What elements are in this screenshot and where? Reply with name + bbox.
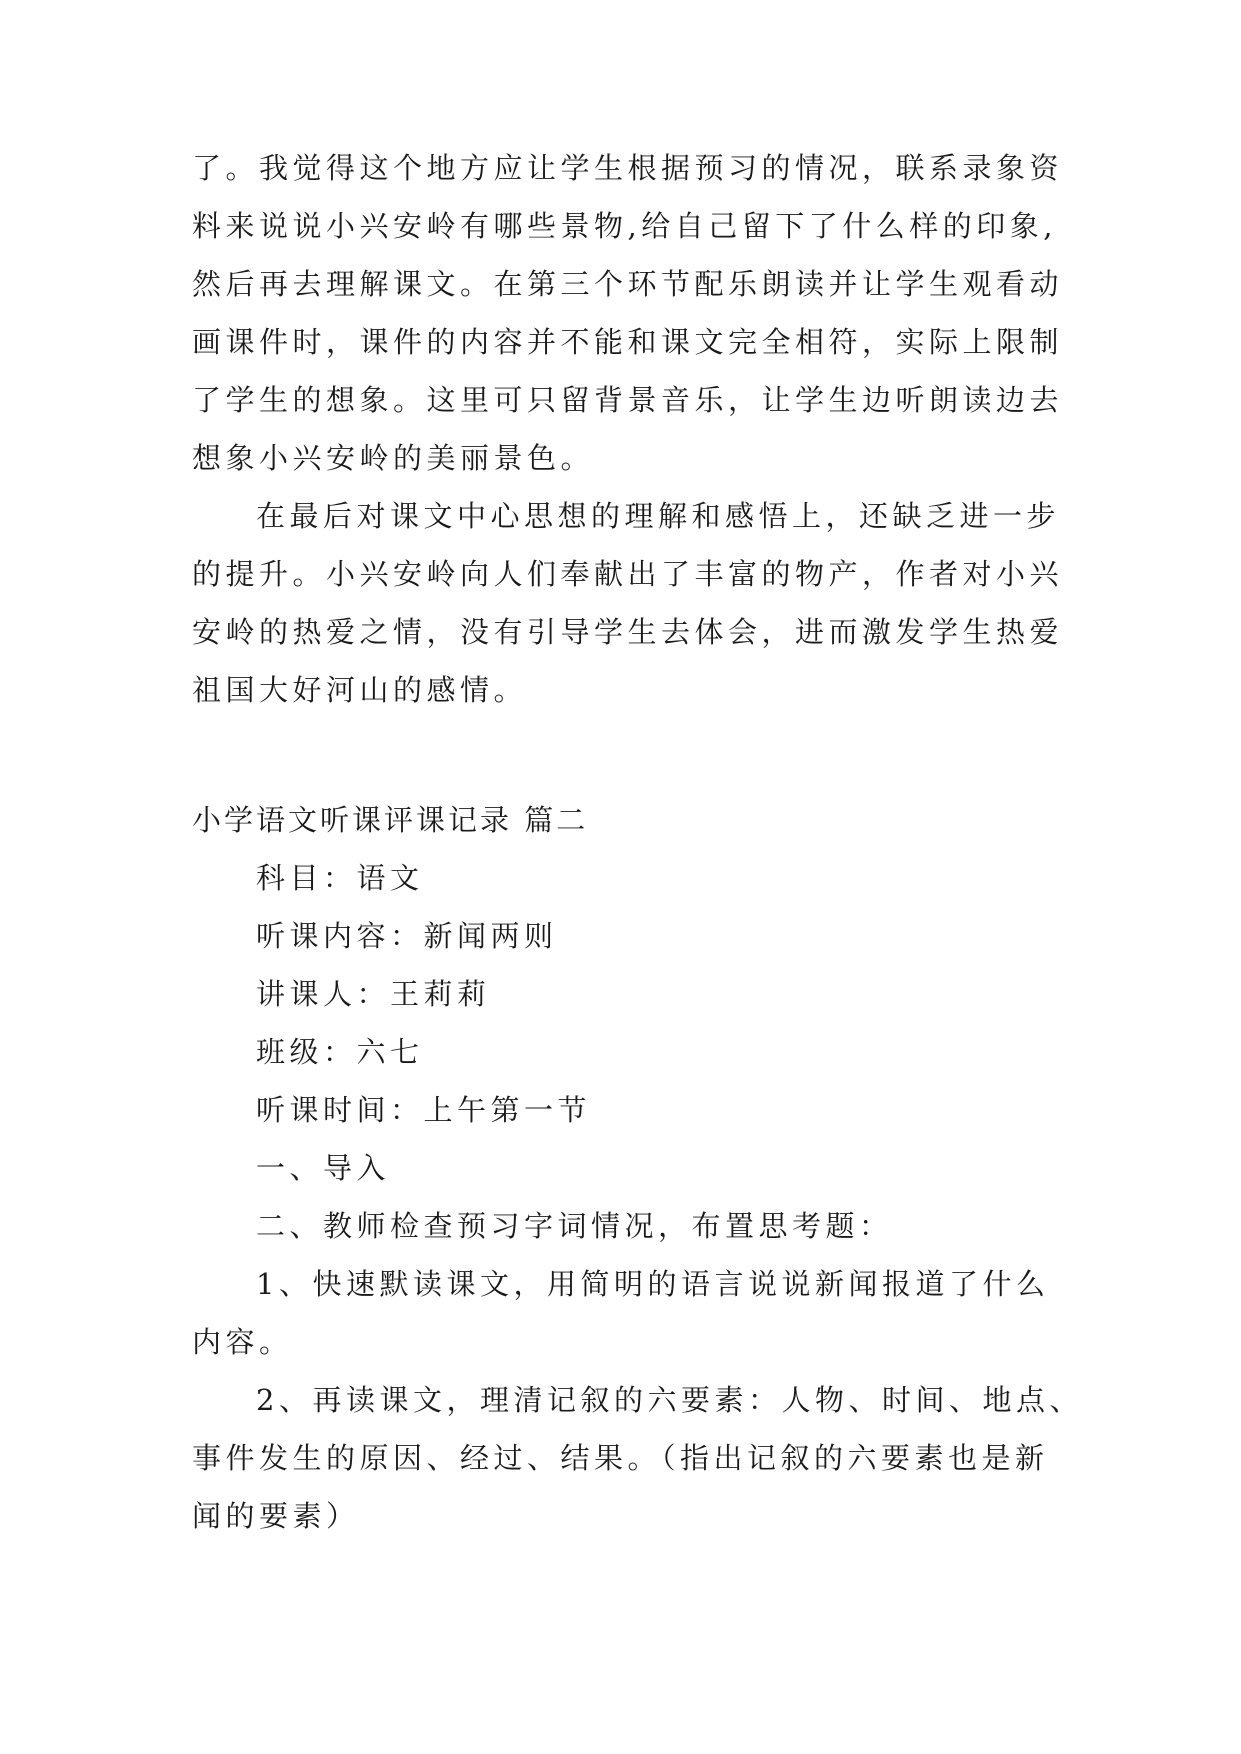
info-time: 听课时间：上午第一节 [256,1093,592,1127]
info-content: 听课内容：新闻两则 [256,919,558,953]
paragraph-1-line-5: 了学生的想象。这里可只留背景音乐，让学生边听朗读边去 [192,383,1064,417]
question-2-line-3: 闻的要素） [192,1499,360,1533]
section-heading: 小学语文听课评课记录 篇二 [192,803,589,837]
paragraph-2-line-4: 祖国大好河山的感情。 [192,673,528,707]
paragraph-1-line-6: 想象小兴安岭的美丽景色。 [192,441,595,475]
info-class: 班级：六七 [256,1035,424,1069]
paragraph-2-line-3: 安岭的热爱之情，没有引导学生去体会，进而激发学生热爱 [192,615,1064,649]
question-1-line-2: 内容。 [192,1325,293,1359]
step-1: 一、导入 [256,1151,391,1185]
paragraph-1-line-4: 画课件时，课件的内容并不能和课文完全相符，实际上限制 [192,325,1064,359]
paragraph-1-line-1: 了。我觉得这个地方应让学生根据预习的情况，联系录象资 [192,151,1064,185]
question-2-line-1: 2、再读课文，理清记叙的六要素：人物、时间、地点、 [256,1383,1083,1417]
question-1-line-1: 1、快速默读课文，用简明的语言说说新闻报道了什么 [256,1267,1050,1301]
info-subject: 科目：语文 [256,861,424,895]
step-2: 二、教师检查预习字词情况，布置思考题： [256,1209,893,1243]
paragraph-2-line-2: 的提升。小兴安岭向人们奉献出了丰富的物产，作者对小兴 [192,557,1064,591]
paragraph-1-line-3: 然后再去理解课文。在第三个环节配乐朗读并让学生观看动 [192,267,1064,301]
question-2-line-2: 事件发生的原因、经过、结果。（指出记叙的六要素也是新 [192,1441,1049,1475]
info-teacher: 讲课人：王莉莉 [256,977,491,1011]
paragraph-1-line-2: 料来说说小兴安岭有哪些景物,给自己留下了什么样的印象, [192,209,1057,243]
paragraph-2-line-1: 在最后对课文中心思想的理解和感悟上，还缺乏进一步 [256,499,1061,533]
